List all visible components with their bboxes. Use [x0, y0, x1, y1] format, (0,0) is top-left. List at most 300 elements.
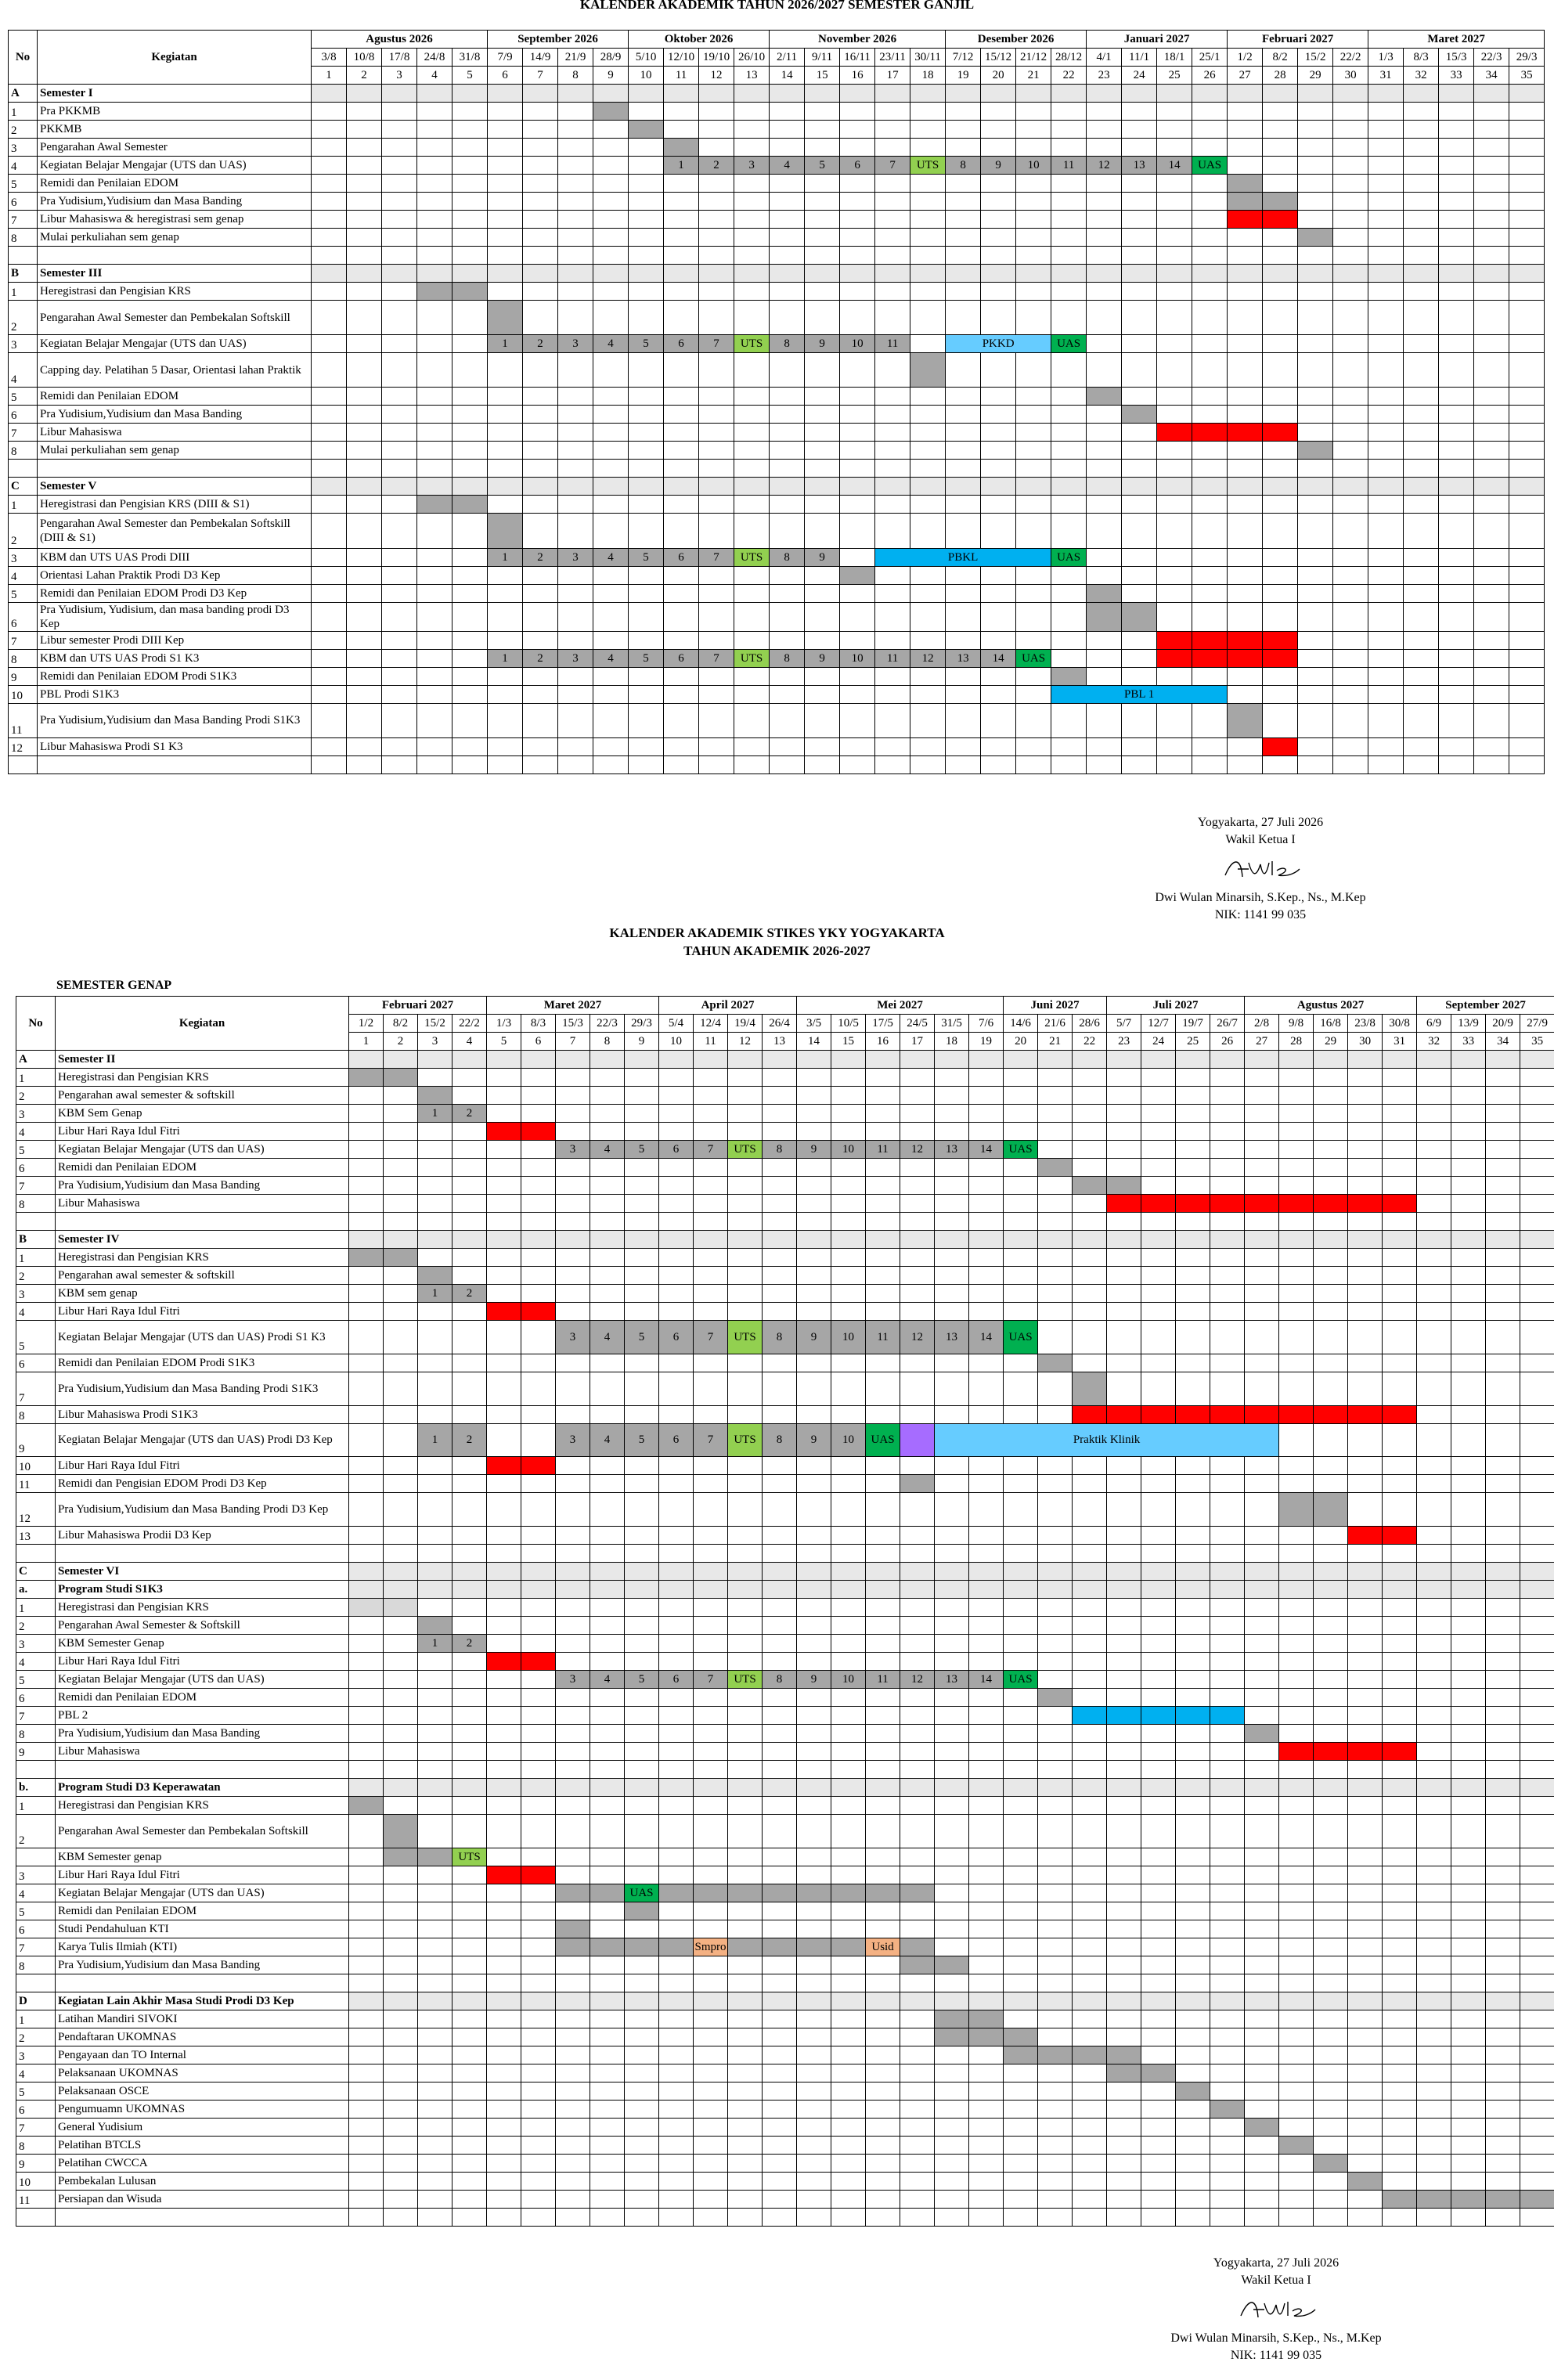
empty-cell [840, 631, 875, 649]
empty-cell [946, 139, 981, 157]
empty-cell [694, 1231, 728, 1249]
empty-cell [521, 2136, 556, 2154]
activity-label: Remidi dan Penilaian EDOM Prodi S1K3 [38, 667, 312, 685]
empty-cell [1016, 566, 1051, 584]
empty-cell [1122, 229, 1157, 247]
schedule-cell [1451, 2190, 1486, 2208]
empty-cell [1474, 667, 1509, 685]
empty-cell [1439, 685, 1474, 703]
empty-cell [1107, 1545, 1141, 1563]
empty-cell [625, 1797, 659, 1815]
empty-cell [488, 175, 523, 193]
empty-cell [1474, 406, 1509, 424]
empty-cell [699, 755, 734, 774]
empty-cell [1486, 1725, 1520, 1743]
empty-cell [797, 2064, 831, 2082]
table-row [16, 1974, 1554, 1992]
empty-cell [1228, 265, 1263, 283]
empty-cell [1141, 1069, 1176, 1087]
empty-cell [347, 755, 382, 774]
empty-cell [590, 2190, 625, 2208]
empty-cell [1451, 2064, 1486, 2082]
empty-cell [1073, 1267, 1107, 1285]
empty-cell [417, 301, 452, 335]
empty-cell [734, 388, 770, 406]
empty-cell [629, 229, 664, 247]
empty-cell [1520, 1405, 1554, 1423]
empty-cell [1038, 1635, 1073, 1653]
week-date: 28/6 [1073, 1015, 1107, 1033]
empty-cell [1383, 2208, 1417, 2226]
empty-cell [1210, 1354, 1245, 1372]
empty-cell [629, 388, 664, 406]
empty-cell [558, 566, 593, 584]
empty-cell [1176, 2010, 1210, 2028]
empty-cell [1348, 1249, 1383, 1267]
empty-cell [418, 2208, 452, 2226]
empty-cell [1004, 1581, 1038, 1599]
row-number: 1 [9, 103, 38, 121]
empty-cell [1210, 2154, 1245, 2172]
empty-cell [1004, 1920, 1038, 1938]
empty-cell [1314, 1902, 1348, 1920]
empty-cell [629, 353, 664, 388]
empty-cell [487, 1177, 521, 1195]
empty-cell [763, 2100, 797, 2118]
empty-cell [418, 1938, 452, 1956]
empty-cell [969, 1653, 1004, 1671]
empty-cell [629, 283, 664, 301]
empty-cell [1333, 755, 1368, 774]
empty-cell [1417, 1087, 1451, 1105]
schedule-cell: UAS [1051, 548, 1087, 566]
empty-cell [1474, 229, 1509, 247]
schedule-cell [900, 1956, 935, 1974]
empty-cell [1486, 1457, 1520, 1475]
empty-cell [1348, 1956, 1383, 1974]
empty-cell [831, 2208, 866, 2226]
empty-cell [384, 1372, 418, 1405]
empty-cell [1314, 1617, 1348, 1635]
empty-cell [866, 1177, 900, 1195]
empty-cell [1486, 1159, 1520, 1177]
empty-cell [797, 1848, 831, 1866]
activity-label: Pengarahan awal semester & softskill [56, 1087, 349, 1105]
empty-cell [629, 424, 664, 442]
empty-cell [1404, 703, 1439, 737]
empty-cell [625, 1105, 659, 1123]
empty-cell [1439, 496, 1474, 514]
empty-cell [694, 1177, 728, 1195]
empty-cell [728, 1563, 763, 1581]
empty-cell [590, 1405, 625, 1423]
empty-cell [347, 703, 382, 737]
empty-cell [1141, 1743, 1176, 1761]
empty-cell [1245, 1902, 1279, 1920]
schedule-cell: 2 [452, 1285, 487, 1303]
activity-label: Studi Pendahuluan KTI [56, 1920, 349, 1938]
empty-cell [1486, 1372, 1520, 1405]
row-number: 12 [16, 1493, 56, 1527]
activity-label: Pra Yudisium,Yudisium dan Masa Banding Prodi S1K3 [56, 1372, 349, 1405]
empty-cell [1474, 247, 1509, 265]
schedule-cell [452, 496, 488, 514]
empty-cell [1520, 2172, 1554, 2190]
empty-cell [558, 175, 593, 193]
empty-cell [452, 1213, 487, 1231]
table-row [9, 602, 1545, 631]
empty-cell [1314, 1457, 1348, 1475]
empty-cell [556, 1653, 590, 1671]
empty-cell [1348, 1725, 1383, 1743]
empty-cell [1368, 460, 1404, 478]
empty-cell [312, 631, 347, 649]
empty-cell [1417, 1992, 1451, 2010]
schedule-cell: 4 [590, 1321, 625, 1354]
empty-cell [625, 1725, 659, 1743]
empty-cell [1520, 2118, 1554, 2136]
schedule-cell [1141, 1707, 1176, 1725]
empty-cell [1383, 1141, 1417, 1159]
table-row [16, 1267, 1554, 1285]
empty-cell [556, 1992, 590, 2010]
empty-cell [1122, 442, 1157, 460]
empty-cell [1122, 211, 1157, 229]
empty-cell [805, 85, 840, 103]
empty-cell [866, 1635, 900, 1653]
row-number: 6 [16, 1159, 56, 1177]
empty-cell [831, 1475, 866, 1493]
empty-cell [1210, 1493, 1245, 1527]
empty-cell [935, 1527, 969, 1545]
empty-cell [1176, 1671, 1210, 1689]
empty-cell [981, 388, 1016, 406]
empty-cell [1474, 602, 1509, 631]
week-number: 20 [981, 67, 1016, 85]
empty-cell [1051, 424, 1087, 442]
schedule-cell: 9 [805, 548, 840, 566]
empty-cell [1439, 121, 1474, 139]
empty-cell [805, 406, 840, 424]
empty-cell [935, 1938, 969, 1956]
empty-cell [659, 2154, 694, 2172]
empty-cell [1279, 1123, 1314, 1141]
empty-cell [699, 353, 734, 388]
empty-cell [1474, 211, 1509, 229]
empty-cell [875, 406, 910, 424]
schedule-cell [969, 2010, 1004, 2028]
empty-cell [521, 2064, 556, 2082]
week-number: 9 [593, 67, 629, 85]
empty-cell [1107, 1815, 1141, 1848]
empty-cell [1417, 1866, 1451, 1884]
week-number: 12 [699, 67, 734, 85]
empty-cell [1141, 1159, 1176, 1177]
schedule-cell [935, 2028, 969, 2046]
empty-cell [1417, 1671, 1451, 1689]
empty-cell [1439, 548, 1474, 566]
empty-cell [1314, 1761, 1348, 1779]
empty-cell [840, 139, 875, 157]
empty-cell [629, 478, 664, 496]
empty-cell [625, 1493, 659, 1527]
empty-cell [910, 388, 946, 406]
empty-cell [1486, 1475, 1520, 1493]
schedule-cell: 11 [866, 1141, 900, 1159]
empty-cell [935, 1581, 969, 1599]
activity-label: Libur Hari Raya Idul Fitri [56, 1653, 349, 1671]
empty-cell [625, 2010, 659, 2028]
empty-cell [1279, 1545, 1314, 1563]
week-date: 21/6 [1038, 1015, 1073, 1033]
row-number: 8 [9, 649, 38, 667]
empty-cell [1520, 1848, 1554, 1866]
empty-cell [382, 667, 417, 685]
empty-cell [452, 2208, 487, 2226]
empty-cell [556, 1848, 590, 1866]
activity-label: Pengarahan awal semester & softskill [56, 1267, 349, 1285]
section-row [16, 1231, 1554, 1249]
empty-cell [694, 1267, 728, 1285]
empty-cell [590, 1848, 625, 1866]
empty-cell [625, 1267, 659, 1285]
empty-cell [694, 1689, 728, 1707]
empty-cell [900, 2136, 935, 2154]
section-title: Semester V [38, 478, 312, 496]
empty-cell [629, 602, 664, 631]
empty-cell [488, 703, 523, 737]
schedule-cell: 8 [770, 649, 805, 667]
empty-cell [659, 1902, 694, 1920]
empty-cell [734, 283, 770, 301]
empty-cell [629, 406, 664, 424]
table-row [16, 1848, 1554, 1866]
section-row [16, 1779, 1554, 1797]
empty-cell [625, 1405, 659, 1423]
empty-cell [694, 1527, 728, 1545]
empty-cell [556, 1354, 590, 1372]
empty-cell [969, 2100, 1004, 2118]
schedule-cell: 2 [699, 157, 734, 175]
empty-cell [1333, 157, 1368, 175]
schedule-cell: 3 [556, 1423, 590, 1457]
week-number: 6 [488, 67, 523, 85]
empty-cell [312, 335, 347, 353]
row-number [9, 247, 38, 265]
empty-cell [487, 1321, 521, 1354]
empty-cell [1520, 1599, 1554, 1617]
empty-cell [593, 478, 629, 496]
schedule-cell: 2 [452, 1105, 487, 1123]
schedule-cell [1348, 1195, 1383, 1213]
schedule-cell: 12 [900, 1671, 935, 1689]
empty-cell [840, 460, 875, 478]
week-number: 3 [418, 1033, 452, 1051]
week-number: 27 [1245, 1033, 1279, 1051]
schedule-cell: 6 [664, 548, 699, 566]
week-date: 9/11 [805, 49, 840, 67]
empty-cell [382, 335, 417, 353]
empty-cell [1004, 1779, 1038, 1797]
empty-cell [1210, 1884, 1245, 1902]
schedule-cell [1157, 424, 1192, 442]
empty-cell [487, 2064, 521, 2082]
empty-cell [969, 1635, 1004, 1653]
empty-cell [831, 1902, 866, 1920]
empty-cell [831, 1563, 866, 1581]
week-date: 20/9 [1486, 1015, 1520, 1033]
table-row [16, 2118, 1554, 2136]
empty-cell [1279, 1920, 1314, 1938]
empty-cell [981, 514, 1016, 548]
week-date: 14/6 [1004, 1015, 1038, 1033]
empty-cell [1509, 478, 1545, 496]
empty-cell [1073, 1761, 1107, 1779]
empty-cell [1051, 388, 1087, 406]
empty-cell [1016, 353, 1051, 388]
activity-label: Libur Mahasiswa Prodi S1K3 [56, 1405, 349, 1423]
empty-cell [590, 1815, 625, 1848]
empty-cell [1141, 1599, 1176, 1617]
empty-cell [1520, 1249, 1554, 1267]
empty-cell [1087, 247, 1122, 265]
table-row [9, 584, 1545, 602]
schedule-cell [1107, 2046, 1141, 2064]
empty-cell [659, 1285, 694, 1303]
empty-cell [1368, 631, 1404, 649]
empty-cell [1245, 1761, 1279, 1779]
empty-cell [521, 1231, 556, 1249]
empty-cell [1107, 1051, 1141, 1069]
empty-cell [556, 1545, 590, 1563]
row-number [16, 1213, 56, 1231]
empty-cell [1279, 1372, 1314, 1405]
empty-cell [1333, 193, 1368, 211]
empty-cell [1474, 496, 1509, 514]
week-number: 10 [629, 67, 664, 85]
empty-cell [1368, 157, 1404, 175]
week-number: 29 [1314, 1033, 1348, 1051]
empty-cell [1016, 265, 1051, 283]
empty-cell [1383, 1545, 1417, 1563]
empty-cell [625, 1087, 659, 1105]
empty-cell [558, 247, 593, 265]
schedule-cell [831, 1938, 866, 1956]
empty-cell [349, 1405, 384, 1423]
empty-cell [347, 103, 382, 121]
empty-cell [1073, 1653, 1107, 1671]
empty-cell [1107, 1105, 1141, 1123]
empty-cell [1073, 1213, 1107, 1231]
empty-cell [969, 1354, 1004, 1372]
month-header: Mei 2027 [797, 997, 1004, 1015]
empty-cell [1157, 496, 1192, 514]
semester-genap-label: SEMESTER GENAP [56, 979, 172, 992]
activity-label: Libur Hari Raya Idul Fitri [56, 1866, 349, 1884]
empty-cell [1451, 1743, 1486, 1761]
empty-cell [659, 1617, 694, 1635]
empty-cell [1141, 1992, 1176, 2010]
empty-cell [384, 1354, 418, 1372]
schedule-cell [1192, 649, 1228, 667]
empty-cell [1520, 2046, 1554, 2064]
empty-cell [694, 1545, 728, 1563]
empty-cell [763, 2118, 797, 2136]
empty-cell [900, 1545, 935, 1563]
empty-cell [770, 755, 805, 774]
table-row [9, 175, 1545, 193]
empty-cell [418, 1475, 452, 1493]
week-date: 17/5 [866, 1015, 900, 1033]
empty-cell [1263, 301, 1298, 335]
week-date: 18/1 [1157, 49, 1192, 67]
empty-cell [1348, 2028, 1383, 2046]
empty-cell [1004, 1285, 1038, 1303]
activity-label: Pra Yudisium,Yudisium dan Masa Banding Prodi S1K3 [38, 703, 312, 737]
empty-cell [1383, 2172, 1417, 2190]
empty-cell [1451, 1285, 1486, 1303]
empty-cell [866, 2028, 900, 2046]
empty-cell [1004, 1866, 1038, 1884]
empty-cell [1439, 406, 1474, 424]
empty-cell [629, 265, 664, 283]
empty-cell [699, 139, 734, 157]
empty-cell [1210, 1671, 1245, 1689]
empty-cell [1228, 85, 1263, 103]
empty-cell [1107, 1123, 1141, 1141]
empty-cell [452, 2064, 487, 2082]
empty-cell [659, 2082, 694, 2100]
empty-cell [1279, 1902, 1314, 1920]
week-date: 19/4 [728, 1015, 763, 1033]
empty-cell [1279, 1797, 1314, 1815]
empty-cell [1157, 353, 1192, 388]
empty-cell [1051, 496, 1087, 514]
empty-cell [1245, 1231, 1279, 1249]
empty-cell [1228, 283, 1263, 301]
empty-cell [770, 283, 805, 301]
empty-cell [763, 1545, 797, 1563]
empty-cell [418, 1653, 452, 1671]
empty-cell [521, 2028, 556, 2046]
empty-cell [1298, 755, 1333, 774]
empty-cell [452, 755, 488, 774]
empty-cell [664, 584, 699, 602]
empty-cell [1298, 388, 1333, 406]
week-date: 1/3 [1368, 49, 1404, 67]
empty-cell [969, 1743, 1004, 1761]
empty-cell [417, 424, 452, 442]
empty-cell [659, 2100, 694, 2118]
empty-cell [935, 1051, 969, 1069]
schedule-cell: PBL 1 [1051, 685, 1228, 703]
empty-cell [625, 2172, 659, 2190]
schedule-cell [521, 1303, 556, 1321]
empty-cell [487, 2172, 521, 2190]
empty-cell [797, 1372, 831, 1405]
empty-cell [349, 2100, 384, 2118]
empty-cell [384, 1581, 418, 1599]
empty-cell [1245, 2100, 1279, 2118]
empty-cell [1073, 1815, 1107, 1848]
empty-cell [625, 1249, 659, 1267]
empty-cell [590, 1213, 625, 1231]
activity-label: KBM dan UTS UAS Prodi S1 K3 [38, 649, 312, 667]
empty-cell [1417, 1405, 1451, 1423]
empty-cell [659, 1213, 694, 1231]
empty-cell [910, 631, 946, 649]
empty-cell [1004, 1902, 1038, 1920]
